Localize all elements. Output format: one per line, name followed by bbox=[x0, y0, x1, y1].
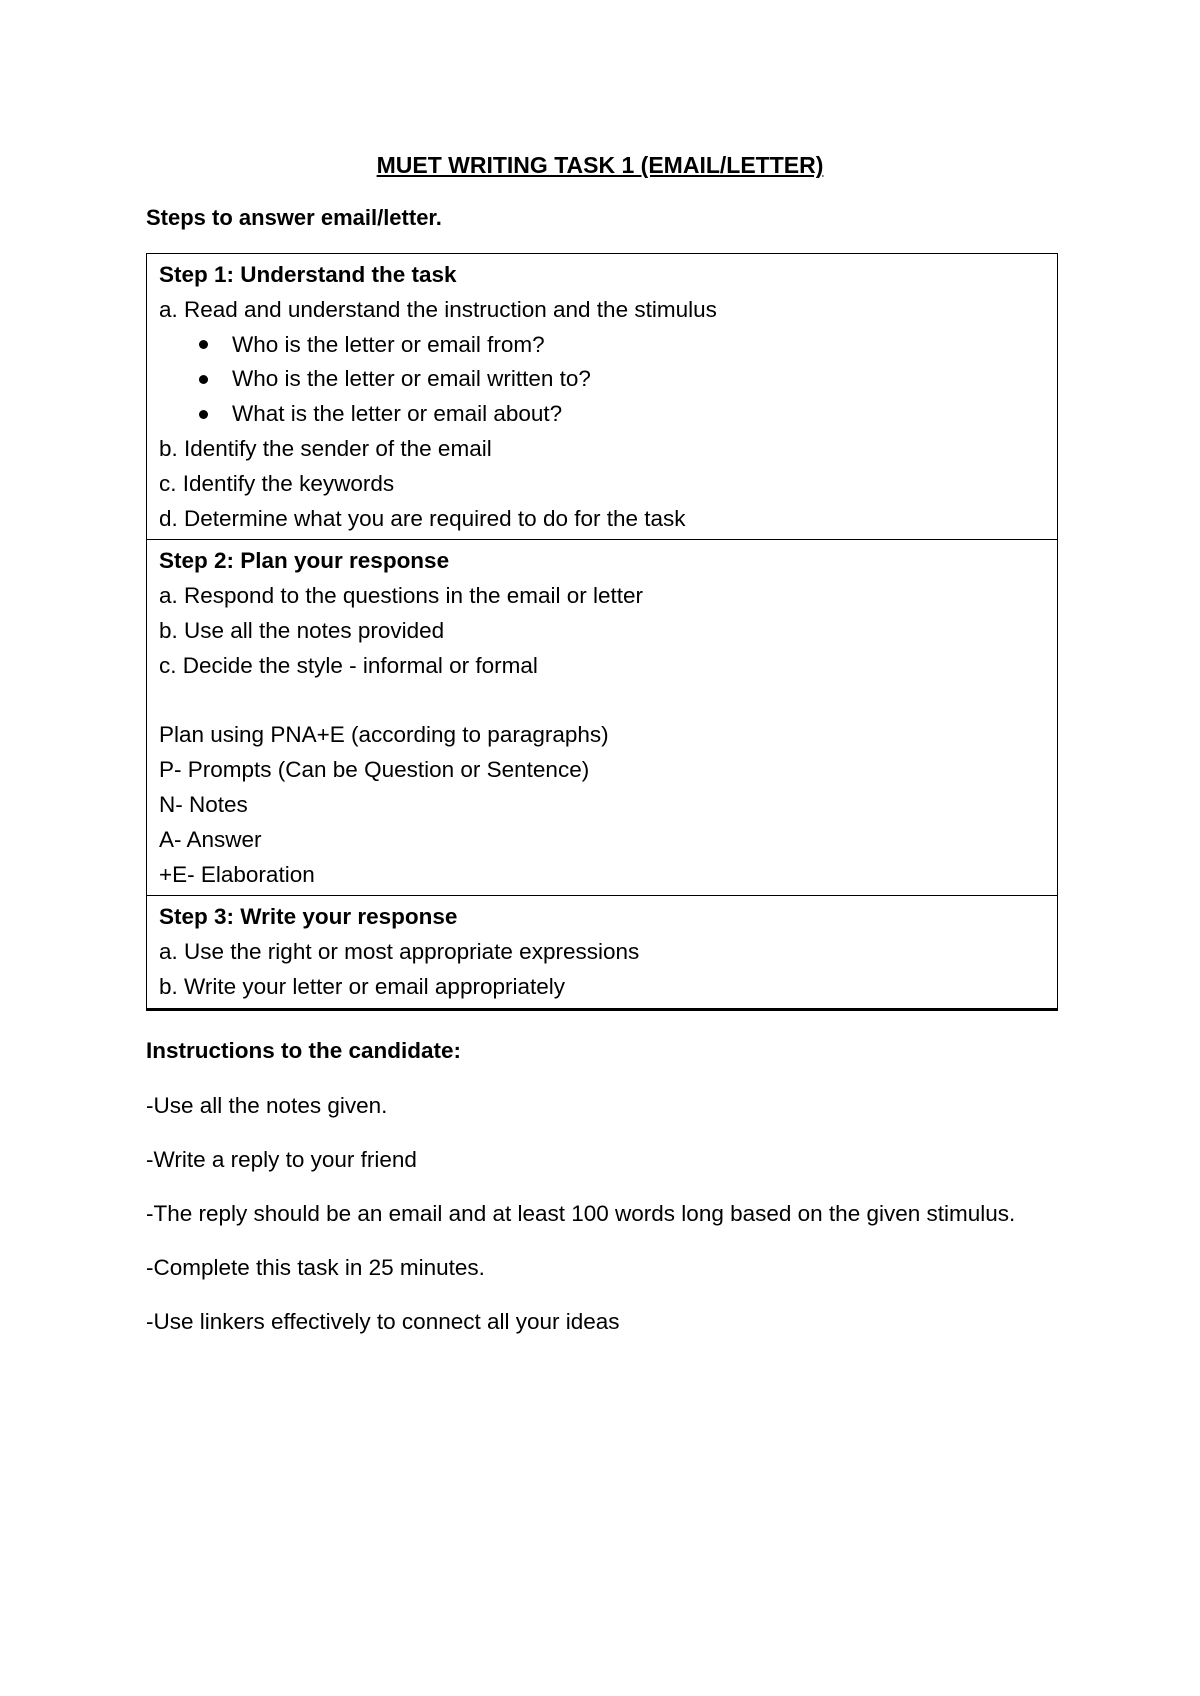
steps-table bbox=[146, 253, 1058, 1011]
step-2-plan-n: N- Notes bbox=[159, 791, 248, 817]
step-2-plan-a: A- Answer bbox=[159, 826, 262, 852]
step-2-plan-p: P- Prompts (Can be Question or Sentence) bbox=[159, 757, 590, 783]
instruction-item: -The reply should be an email and at least 100 words long based on the given stimulus. bbox=[146, 1201, 1016, 1226]
step-2-cell bbox=[147, 540, 1057, 896]
step-2-heading: Step 2: Plan your response bbox=[159, 548, 450, 574]
instruction-item: -Complete this task in 25 minutes. bbox=[146, 1255, 485, 1280]
step-2-plan-intro: Plan using PNA+E (according to paragraphs) bbox=[159, 722, 609, 748]
step-1-cell bbox=[147, 254, 1057, 540]
bullet-icon bbox=[199, 340, 208, 349]
step-1-heading: Step 1: Understand the task bbox=[159, 262, 457, 287]
step-2-item-b: b. Use all the notes provided bbox=[159, 617, 445, 643]
step-2-plan-e: +E- Elaboration bbox=[159, 861, 315, 887]
instruction-item: -Use all the notes given. bbox=[146, 1093, 388, 1118]
instructions-heading: Instructions to the candidate: bbox=[146, 1038, 462, 1063]
instructions-section bbox=[146, 1034, 1066, 1358]
step-2-item-a: a. Respond to the questions in the email or letter bbox=[159, 583, 644, 609]
step-2-item-c: c. Decide the style - informal or formal bbox=[159, 652, 538, 678]
steps-subheading: Steps to answer email/letter. bbox=[146, 205, 442, 230]
step-1-item-c: c. Identify the keywords bbox=[159, 470, 395, 496]
step-3-heading: Step 3: Write your response bbox=[159, 904, 458, 930]
bullet-icon bbox=[199, 410, 208, 419]
step-3-item-a: a. Use the right or most appropriate expressions bbox=[159, 939, 640, 965]
step-3-cell bbox=[147, 896, 1057, 1009]
bullet-text: What is the letter or email about? bbox=[232, 401, 563, 427]
instruction-item: -Use linkers effectively to connect all your ideas bbox=[146, 1309, 620, 1334]
step-3-item-b: b. Write your letter or email appropriately bbox=[159, 973, 565, 999]
step-1-bullet bbox=[159, 362, 1047, 397]
step-1-item-d: d. Determine what you are required to do for the task bbox=[159, 505, 686, 531]
step-1-item-a: a. Read and understand the instruction and the stimulus bbox=[159, 296, 717, 322]
step-1-bullet bbox=[159, 328, 1047, 363]
step-1-item-b: b. Identify the sender of the email bbox=[159, 435, 492, 461]
instruction-item: -Write a reply to your friend bbox=[146, 1147, 417, 1172]
bullet-icon bbox=[199, 375, 208, 384]
blank-line bbox=[159, 684, 1047, 719]
bullet-text: Who is the letter or email from? bbox=[232, 331, 545, 357]
step-1-bullet bbox=[159, 397, 1047, 432]
page-title: MUET WRITING TASK 1 (EMAIL/LETTER) bbox=[376, 152, 824, 178]
bullet-text: Who is the letter or email written to? bbox=[232, 366, 591, 392]
